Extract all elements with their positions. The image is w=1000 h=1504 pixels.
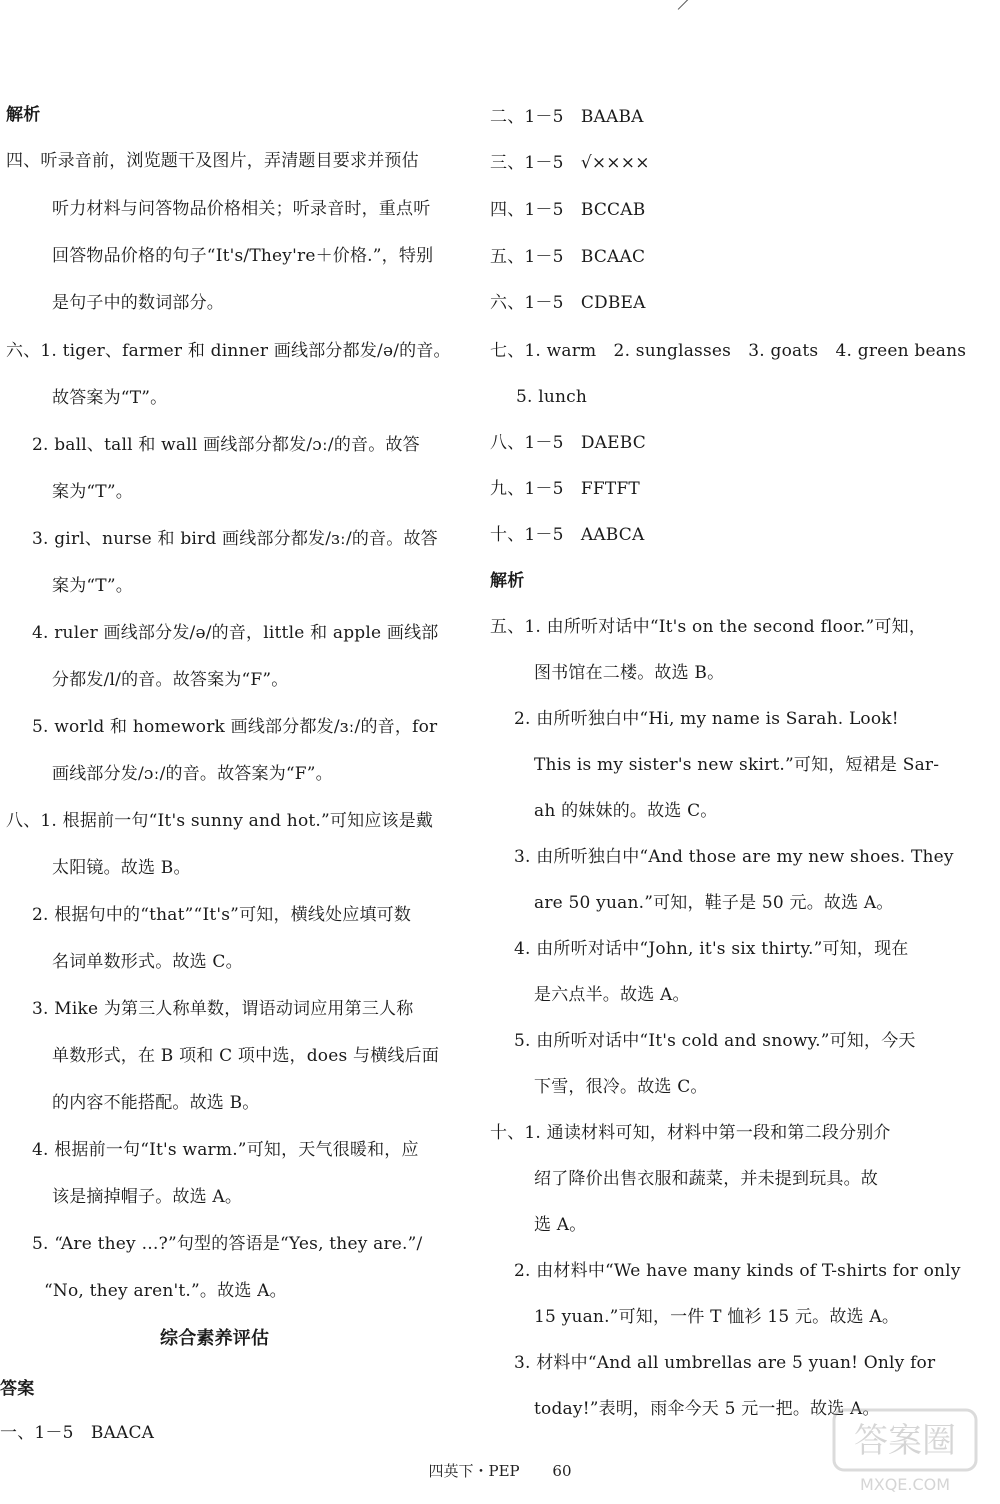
right-line: 图书馆在二楼。故选 B。 (534, 663, 725, 683)
right-line: 选 A。 (534, 1215, 587, 1235)
left-line: 故答案为“T”。 (52, 388, 168, 408)
right-line: 十、1. 通读材料可知，材料中第一段和第二段分别介 (490, 1123, 891, 1143)
left-line: 3. Mike 为第三人称单数，谓语动词应用第三人称 (32, 999, 414, 1019)
watermark-logo (830, 1406, 980, 1496)
left-line: 2. ball、tall 和 wall 画线部分都发/ɔː/的音。故答 (32, 435, 420, 455)
right-line: are 50 yuan.”可知，鞋子是 50 元。故选 A。 (534, 893, 894, 913)
right-line: 4. 由所听对话中“John, it's six thirty.”可知，现在 (514, 939, 909, 959)
left-line: 2. 根据句中的“that”“It's”可知，横线处应填可数 (32, 905, 412, 925)
left-line: 听力材料与问答物品价格相关；听录音时，重点听 (52, 199, 431, 219)
left-line: 分都发/l/的音。故答案为“F”。 (52, 670, 289, 690)
left-line: 一、1－5 BAACA (0, 1423, 155, 1443)
right-line: 2. 由材料中“We have many kinds of T-shirts for only (514, 1261, 961, 1281)
right-line: 六、1－5 CDBEA (490, 293, 646, 313)
left-line: “No, they aren't.”。故选 A。 (44, 1281, 287, 1301)
right-line: 15 yuan.”可知，一件 T 恤衫 15 元。故选 A。 (534, 1307, 900, 1327)
right-line: 解析 (490, 571, 525, 591)
right-line: 2. 由所听独白中“Hi, my name is Sarah. Look! (514, 709, 899, 729)
left-line: 六、1. tiger、farmer 和 dinner 画线部分都发/ə/的音。 (6, 341, 451, 361)
right-line: 七、1. warm 2. sunglasses 3. goats 4. green beans (490, 341, 967, 361)
left-line: 3. girl、nurse 和 bird 画线部分都发/ɜː/的音。故答 (32, 529, 438, 549)
right-line: 3. 材料中“And all umbrellas are 5 yuan! Only for (514, 1353, 936, 1373)
left-line: 综合素养评估 (160, 1328, 270, 1349)
page-number: 60 (552, 1462, 572, 1480)
right-line: 3. 由所听独白中“And those are my new shoes. They (514, 847, 954, 867)
right-line: today!”表明，雨伞今天 5 元一把。故选 A。 (534, 1399, 880, 1419)
right-line: ah 的妹妹的。故选 C。 (534, 801, 718, 821)
left-line: 名词单数形式。故选 C。 (52, 952, 243, 972)
right-line: This is my sister's new skirt.”可知，短裙是 Sar- (534, 755, 940, 775)
left-line: 八、1. 根据前一句“It's sunny and hot.”可知应该是戴 (6, 811, 434, 831)
pen-mark (678, 0, 689, 10)
left-line: 4. ruler 画线部分发/ə/的音，little 和 apple 画线部 (32, 623, 439, 643)
left-line: 5. “Are they …?”句型的答语是“Yes, they are.”/ (32, 1234, 423, 1254)
left-line: 的内容不能搭配。故选 B。 (52, 1093, 260, 1113)
right-line: 是六点半。故选 A。 (534, 985, 690, 1005)
right-line: 二、1－5 BAABA (490, 107, 644, 127)
left-line: 太阳镜。故选 B。 (52, 858, 191, 878)
left-line: 答案 (0, 1379, 35, 1399)
left-line: 单数形式，在 B 项和 C 项中选，does 与横线后面 (52, 1046, 440, 1066)
right-line: 四、1－5 BCCAB (490, 200, 646, 220)
left-line: 案为“T”。 (52, 576, 133, 596)
watermark-text: 答案圈 (854, 1421, 956, 1461)
right-line: 八、1－5 DAEBC (490, 433, 646, 453)
watermark-url: MXQE.COM (859, 1475, 951, 1494)
right-line: 五、1－5 BCAAC (490, 247, 646, 267)
book-label: 四英下・PEP (428, 1462, 520, 1480)
left-line: 四、听录音前，浏览题干及图片，弄清题目要求并预估 (6, 151, 419, 171)
right-line: 十、1－5 AABCA (490, 525, 645, 545)
right-line: 九、1－5 FFTFT (490, 479, 640, 499)
left-line: 4. 根据前一句“It's warm.”可知，天气很暖和，应 (32, 1140, 419, 1160)
left-line: 案为“T”。 (52, 482, 133, 502)
right-line: 5. 由所听对话中“It's cold and snowy.”可知，今天 (514, 1031, 916, 1051)
left-line: 该是摘掉帽子。故选 A。 (52, 1187, 243, 1207)
right-line: 5. lunch (516, 387, 588, 407)
right-line: 下雪，很冷。故选 C。 (534, 1077, 708, 1097)
left-line: 解析 (6, 105, 41, 125)
right-line: 三、1－5 √×××× (490, 153, 650, 173)
right-line: 绍了降价出售衣服和蔬菜，并未提到玩具。故 (534, 1169, 878, 1189)
left-line: 回答物品价格的句子“It's/They're＋价格.”，特别 (52, 246, 434, 266)
left-line: 5. world 和 homework 画线部分都发/ɜː/的音，for (32, 717, 438, 737)
left-line: 画线部分发/ɔː/的音。故答案为“F”。 (52, 764, 333, 784)
right-line: 五、1. 由所听对话中“It's on the second floor.”可知， (490, 617, 927, 637)
left-line: 是句子中的数词部分。 (52, 293, 224, 313)
